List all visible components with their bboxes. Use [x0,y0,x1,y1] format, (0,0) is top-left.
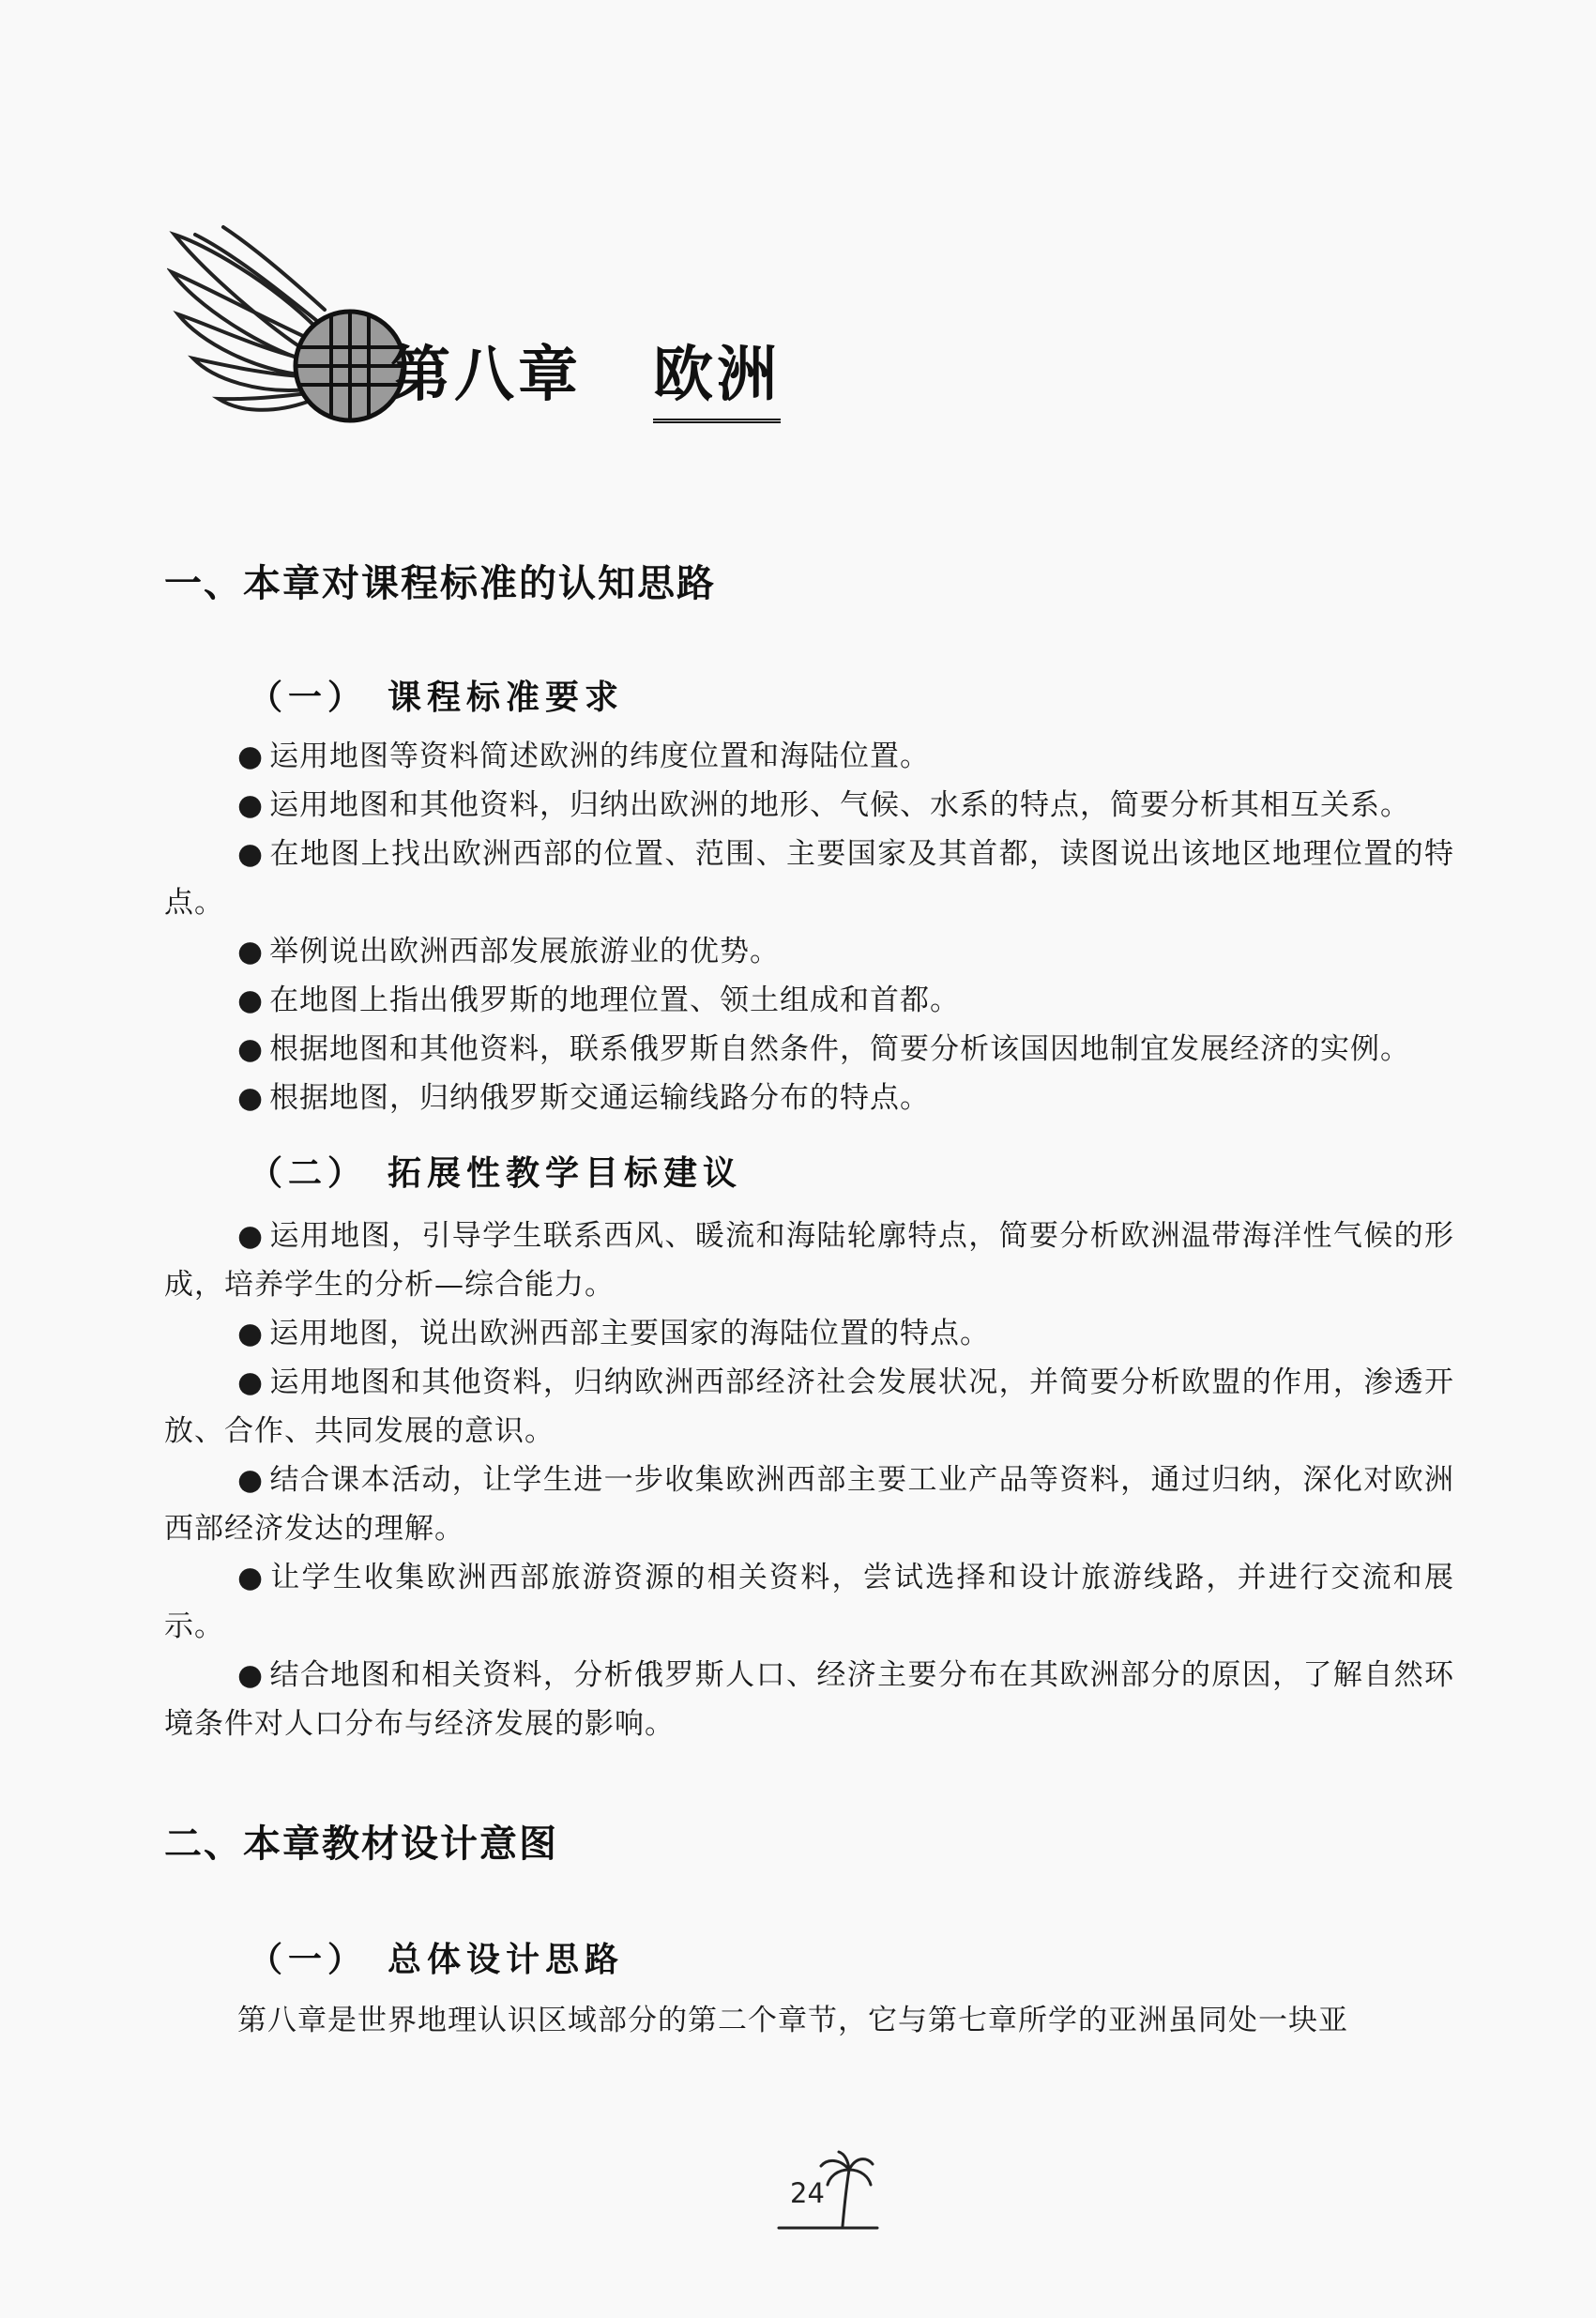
bullet-icon: ● [237,837,265,871]
bullet-icon: ● [237,1365,265,1399]
bullet-icon: ● [237,984,265,1017]
body-paragraph: 第八章是世界地理认识区域部分的第二个章节，它与第七章所学的亚洲虽同处一块亚 [237,2004,1348,2037]
list-item: ● 运用地图，说出欧洲西部主要国家的海陆位置的特点。 [237,1317,991,1350]
palm-tree-icon [769,2149,882,2234]
bullet-icon: ● [237,1561,266,1594]
main-content [164,549,1454,2045]
standards-list [164,732,1454,1122]
page-number-block [769,2149,882,2234]
list-item: ● 结合地图和相关资料，分析俄罗斯人口、经济主要分布在其欧洲部分的原因，了解自然环境条件对人口分布与经济发展的影响。 [164,1658,1454,1741]
page-number: 24 [790,2177,825,2209]
subsection-1-1-title: 课程标准要求 [388,679,625,717]
list-item: ● 结合课本活动，让学生进一步收集欧洲西部主要工业产品等资料，通过归纳，深化对欧洲西部经济发达的理解。 [164,1463,1454,1546]
winged-globe-icon [167,216,411,432]
bullet-icon: ● [237,1219,265,1253]
list-item: ● 举例说出欧洲西部发展旅游业的优势。 [237,935,781,968]
list-item: ● 让学生收集欧洲西部旅游资源的相关资料，尝试选择和设计旅游线路，并进行交流和展示。 [164,1561,1454,1643]
subsection-2-1-title: 总体设计思路 [388,1941,625,1979]
subsection-2-1-heading [164,1933,1454,1981]
list-item: ● 根据地图和其他资料，联系俄罗斯自然条件，简要分析该国因地制宜发展经济的实例。 [237,1032,1411,1066]
subsection-2-1-number: （一） [249,1941,368,1979]
chapter-header [167,216,824,432]
bullet-icon: ● [237,1081,265,1115]
subsection-1-1-number: （一） [249,679,368,717]
chapter-title: 欧洲 [653,327,781,423]
subsection-1-2-title: 拓展性教学目标建议 [388,1154,743,1193]
list-item: ● 运用地图和其他资料，归纳出欧洲的地形、气候、水系的特点，简要分析其相互关系。 [237,788,1411,822]
section-1-heading: 一、本章对课程标准的认知思路 [164,562,716,605]
subsection-1-2-heading [164,1147,1454,1195]
bullet-icon: ● [237,740,265,773]
list-item: ● 根据地图，归纳俄罗斯交通运输线路分布的特点。 [237,1081,931,1115]
bullet-icon: ● [237,788,265,822]
list-item: ● 在地图上指出俄罗斯的地理位置、领土组成和首都。 [237,984,961,1017]
list-item: ● 在地图上找出欧洲西部的位置、范围、主要国家及其首都，读图说出该地区地理位置的特点。 [164,837,1454,920]
bullet-icon: ● [237,1032,265,1066]
list-item: ● 运用地图等资料简述欧洲的纬度位置和海陆位置。 [237,740,931,773]
section-2-heading: 二、本章教材设计意图 [164,1822,558,1866]
chapter-number: 第八章 [390,341,582,410]
list-item: ● 运用地图和其他资料，归纳欧洲西部经济社会发展状况，并简要分析欧盟的作用，渗透开放、合作、共同发展的意识。 [164,1365,1454,1448]
bullet-icon: ● [237,1317,265,1350]
subsection-1-2-number: （二） [249,1154,368,1193]
list-item: ● 运用地图，引导学生联系西风、暖流和海陆轮廓特点，简要分析欧洲温带海洋性气候的形成，培养学生的分析—综合能力。 [164,1219,1454,1302]
extended-goals-list [164,1212,1454,1748]
bullet-icon: ● [237,1658,265,1692]
bullet-icon: ● [237,935,265,968]
subsection-1-1-heading [164,671,1454,719]
bullet-icon: ● [237,1463,265,1497]
